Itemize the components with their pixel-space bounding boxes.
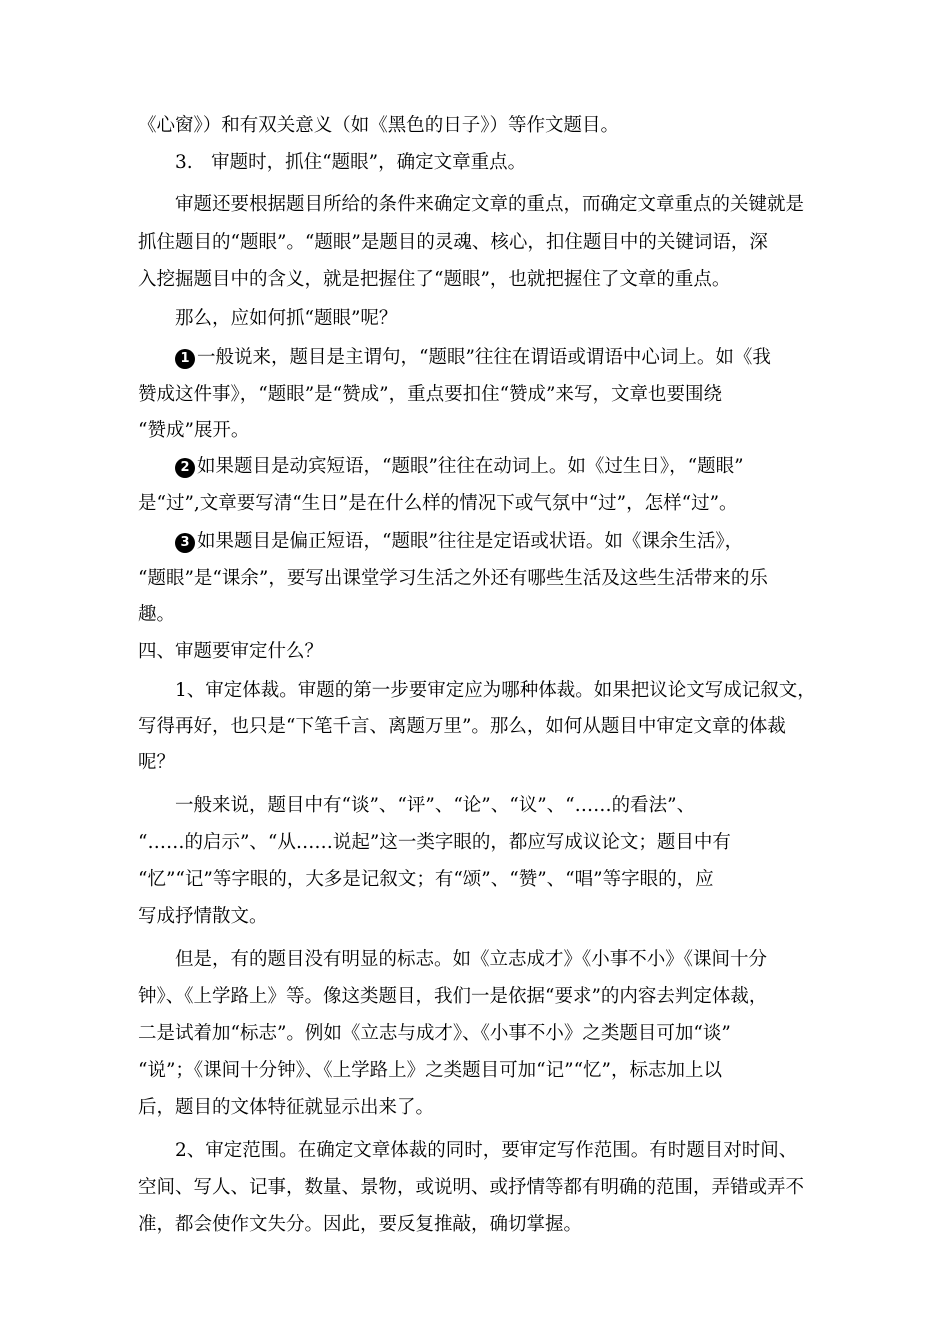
numbered-bullet-1-icon: 1: [175, 349, 195, 369]
text-line: 那么，应如何抓“题眼”呢？: [175, 308, 398, 329]
bullet-text: 如果题目是偏正短语，“题眼”往往是定语或状语。如《课余生活》，: [197, 531, 744, 552]
text-line: 是“过”,文章要写清“生日”是在什么样的情况下或气氛中“过”，怎样“过”。: [138, 493, 738, 514]
text-line: 准，都会使作文失分。因此，要反复推敲，确切掌握。: [138, 1214, 583, 1235]
text-line: 趣。: [138, 604, 176, 625]
numbered-bullet-3-icon: 3: [175, 533, 195, 553]
text-line: 审题还要根据题目所给的条件来确定文章的重点，而确定文章重点的关键就是: [175, 194, 805, 215]
bullet-text: 一般说来，题目是主谓句，“题眼”往往在谓语或谓语中心词上。如《我: [197, 347, 771, 368]
text-line: 空间、写人、记事，数量、景物，或说明、或抒情等都有明确的范围，弄错或弄不: [138, 1177, 805, 1198]
text-line: 呢？: [138, 752, 176, 773]
bullet-paragraph-3: [175, 529, 743, 555]
bullet-paragraph-2: [175, 454, 744, 480]
text-line: “说”；《课间十分钟》、《上学路上》之类题目可加“记”“忆”，标志加上以: [138, 1060, 722, 1081]
text-line: 二是试着加“标志”。例如《立志与成才》、《小事不小》之类题目可加“谈”: [138, 1023, 731, 1044]
text-line: “题眼”是“课余”，要写出课堂学习生活之外还有哪些生活及这些生活带来的乐: [138, 568, 768, 589]
text-line: “忆”“记”等字眼的，大多是记叙文；有“颂”、“赞”、“唱”等字眼的，应: [138, 869, 714, 890]
text-line: 但是，有的题目没有明显的标志。如《立志成才》《小事不小》《课间十分: [175, 949, 768, 970]
bullet-text: 如果题目是动宾短语，“题眼”往往在动词上。如《过生日》，“题眼”: [197, 456, 744, 477]
text-line: “……的启示”、“从……说起”这一类字眼的，都应写成议论文；题目中有: [138, 832, 731, 853]
bullet-paragraph-1: [175, 345, 771, 371]
text-line: 1、审定体裁。审题的第一步要审定应为哪种体裁。如果把议论文写成记叙文，: [175, 680, 816, 701]
text-line: 一般来说，题目中有“谈”、“评”、“论”、“议”、“……的看法”、: [175, 795, 696, 816]
text-line: “赞成”展开。: [138, 420, 250, 441]
text-line: 抓住题目的“题眼”。“题眼”是题目的灵魂、核心，扣住题目中的关键词语，深: [138, 232, 768, 253]
text-line: 后，题目的文体特征就显示出来了。: [138, 1097, 435, 1118]
section-heading-4: 四、审题要审定什么？: [138, 641, 324, 662]
text-line: 写得再好，也只是“下笔千言、离题万里”。那么，如何从题目中审定文章的体裁: [138, 716, 786, 737]
numbered-bullet-2-icon: 2: [175, 458, 195, 478]
text-line: 赞成这件事》，“题眼”是“赞成”，重点要扣住“赞成”来写，文章也要围绕: [138, 384, 722, 405]
text-line: 写成抒情散文。: [138, 906, 268, 927]
text-line: 入挖掘题目中的含义，就是把握住了“题眼”，也就把握住了文章的重点。: [138, 269, 731, 290]
subheading-3: 3. 审题时，抓住“题眼”，确定文章重点。: [175, 152, 527, 173]
text-line: 2、审定范围。在确定文章体裁的同时，要审定写作范围。有时题目对时间、: [175, 1140, 798, 1161]
text-line: 钟》、《上学路上》等。像这类题目，我们一是依据“要求”的内容去判定体裁，: [138, 986, 768, 1007]
text-line: 《心窗》）和有双关意义（如《黑色的日子》）等作文题目。: [138, 115, 620, 136]
